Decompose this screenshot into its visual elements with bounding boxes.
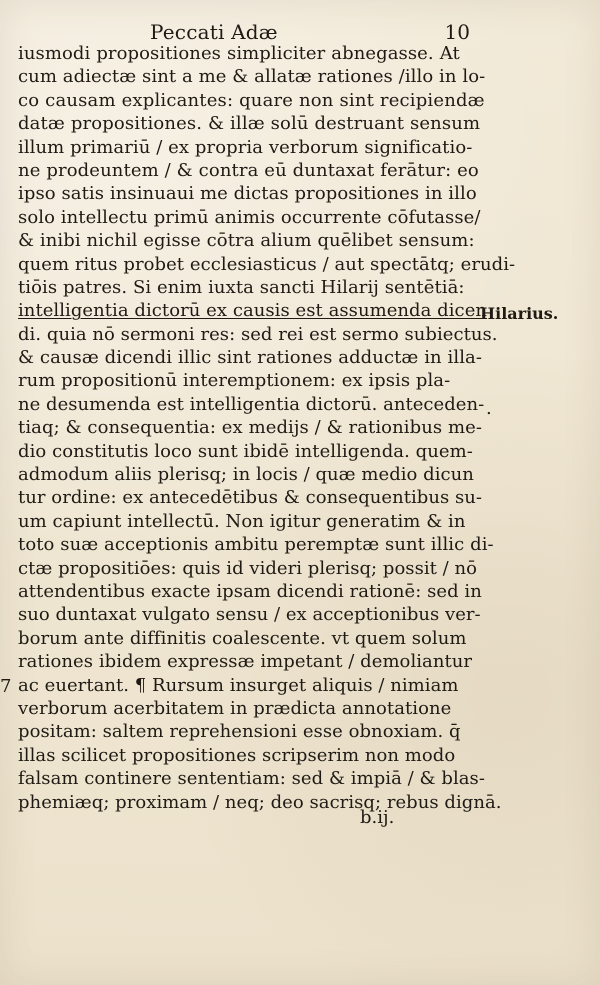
text-line: tiōis patres. Si enim iuxta sancti Hilarij sentētiā: [18, 276, 465, 298]
text-line: falsam continere sententiam: sed & impiā / & blas- [18, 768, 485, 790]
page-number: 10 [444, 20, 470, 44]
text-line: um capiunt intellectū. Non igitur generatim & in [18, 510, 466, 532]
marginal-note-hilarius: Hilarius. [480, 304, 559, 323]
text-line: quem ritus probet ecclesiasticus / aut spectātq; erudi- [18, 253, 516, 275]
text-line: phemiæq; proximam / neq; deo sacrisq; rebus dignā. [18, 791, 502, 813]
text-line: verborum acerbitatem in prædicta annotatione [18, 697, 452, 719]
text-line: ne prodeuntem / & contra eū duntaxat ferātur: eo [18, 159, 479, 181]
text-line: ipso satis insinuaui me dictas propositiones in illo [18, 183, 477, 205]
running-title: Peccati Adæ [150, 20, 278, 44]
main-text-block [18, 42, 516, 814]
text-line: cum adiectæ sint a me & allatæ rationes /illo in lo- [18, 66, 486, 88]
text-line: co causam explicantes: quare non sint recipiendæ [18, 89, 485, 111]
text-line: ac euertant. ¶ Rursum insurget aliquis / nimiam [18, 674, 459, 696]
signature-mark: b.ij. [360, 807, 395, 828]
text-line: positam: saltem reprehensioni esse obnoxiam. q̄ [18, 721, 461, 743]
text-line: ctæ propositiōes: quis id videri plerisq; possit / nō [18, 557, 477, 579]
text-line: iusmodi propositiones simpliciter abnegasse. At [18, 43, 460, 64]
text-line: illas scilicet propositiones scripserim non modo [18, 744, 456, 766]
text-line: & causæ dicendi illic sint rationes adductæ in illa- [18, 347, 483, 369]
text-line: tiaq; & consequentia: ex medijs / & rationibus me- [18, 417, 483, 439]
marginal-dot: . [486, 398, 492, 419]
text-line: rum propositionū interemptionem: ex ipsis pla- [18, 370, 451, 392]
text-line: toto suæ acceptionis ambitu peremptæ sunt illic di- [18, 534, 494, 556]
text-line: datæ propositiones. & illæ solū destruant sensum [18, 113, 481, 135]
text-line: dio constitutis loco sunt ibidē intelligenda. quem- [18, 440, 473, 462]
text-line: tur ordine: ex antecedētibus & consequentibus su- [18, 487, 483, 509]
text-line: suo duntaxat vulgato sensu / ex acceptionibus ver- [18, 604, 481, 626]
text-line: rationes ibidem expressæ impetant / demoliantur [18, 651, 473, 673]
text-line: & inibi nichil egisse cōtra alium quēlibet sensum: [18, 230, 475, 252]
text-line: di. quia nō sermoni res: sed rei est sermo subiectus. [18, 323, 498, 345]
text-line: solo intellectu primū animis occurrente cōfutasse/ [18, 206, 481, 228]
text-line: borum ante diffinitis coalescente. vt quem solum [18, 627, 467, 649]
blank-lower-margin [0, 835, 600, 985]
text-line: admodum aliis plerisq; in locis / quæ medio dicun [18, 464, 474, 486]
text-line: illum primariū / ex propria verborum significatio- [18, 136, 473, 158]
text-line: intelligentia dictorū ex causis est assumenda dicen [18, 300, 488, 322]
text-line: ne desumenda est intelligentia dictorū. anteceden- [18, 393, 485, 415]
text-line: attendentibus exacte ipsam dicendi rationē: sed in [18, 580, 482, 602]
left-margin-number: 7 [0, 676, 12, 697]
